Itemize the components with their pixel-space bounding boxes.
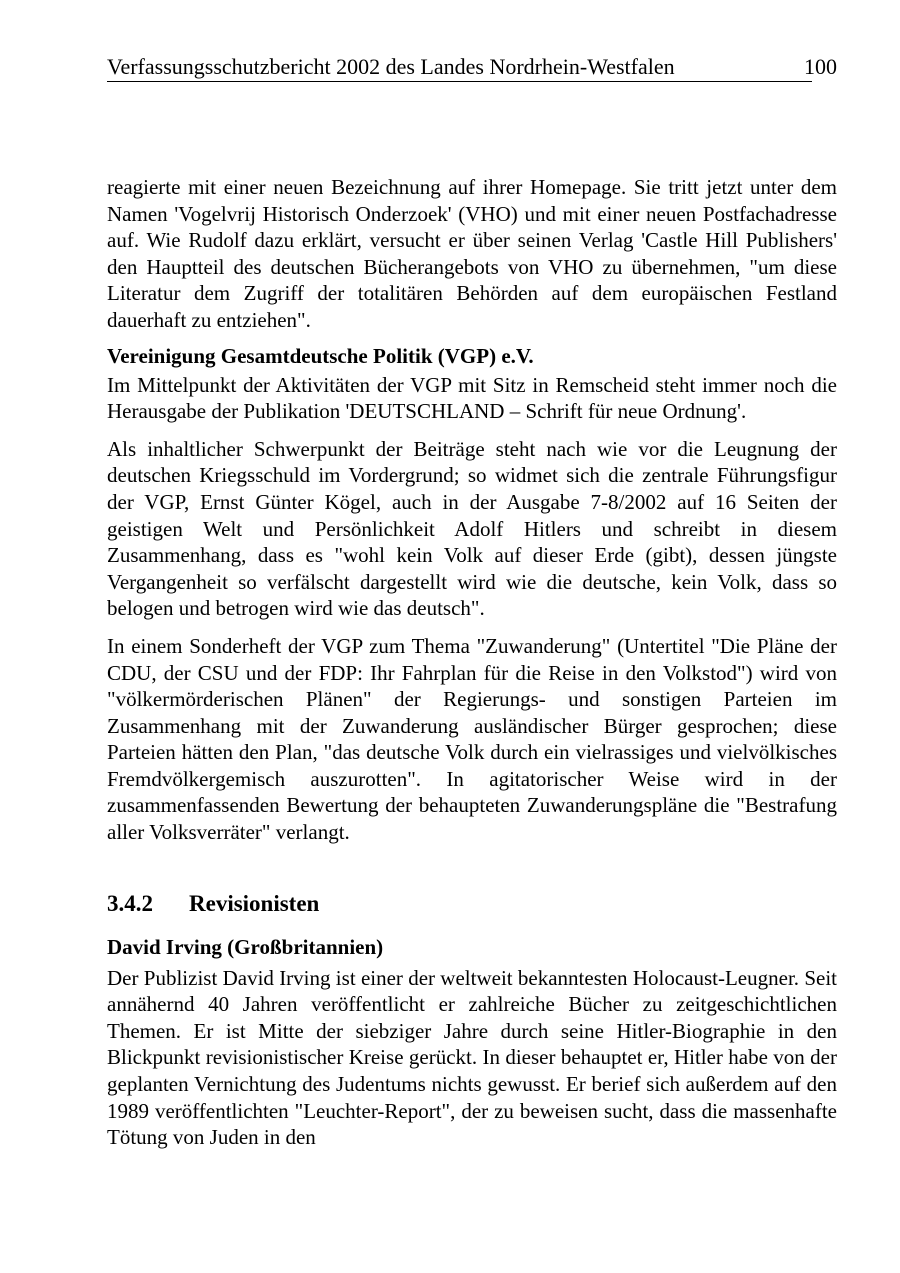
paragraph-vgp-focus: Als inhaltlicher Schwerpunkt der Beiträge steht nach wie vor die Leugnung der deutschen Kriegsschuld im Vordergrund; so widmet sich die zentrale Führungsfigur der VGP, Ernst Günter Kögel, auch in der Ausgabe 7-8/2002 auf 16 Seiten der geistigen Welt und Persönlichkeit Adolf Hitlers und schreibt in diesem Zusammenhang, dass es "wohl kein Volk auf dieser Erde (gibt), dessen jüngste Vergangenheit so verfälscht dargestellt wird wie die deutsche, kein Volk, dass so belogen und betrogen wird wie das deutsch".	[107, 436, 837, 621]
section-heading	[107, 889, 837, 919]
paragraph-vgp-publication: Im Mittelpunkt der Aktivitäten der VGP mit Sitz in Remscheid steht immer noch die Herausgabe der Publikation 'DEUTSCHLAND – Schrift für neue Ordnung'.	[107, 372, 837, 424]
paragraph-vho: reagierte mit einer neuen Bezeichnung auf ihrer Homepage. Sie tritt jetzt unter dem Namen 'Vogelvrij Historisch Onderzoek' (VHO) und mit einer neuen Postfachadresse auf. Wie Rudolf dazu erklärt, versucht er über seinen Verlag 'Castle Hill Publishers' den Hauptteil des deutschen Bücherangebots von VHO zu übernehmen, "um diese Literatur dem Zugriff der totalitären Behörden auf dem europäischen Festland dauerhaft zu entziehen".	[107, 175, 837, 332]
section-number: 3.4.2	[107, 890, 153, 916]
page-header	[107, 52, 837, 82]
header-rule	[107, 81, 812, 82]
paragraph-vgp-sonderheft: In einem Sonderheft der VGP zum Thema "Zuwanderung" (Untertitel "Die Pläne der CDU, der CSU und der FDP: Ihr Fahrplan für die Reise in den Volkstod") wird von "völkermörderischen Plänen" der Regierungs- und sonstigen Parteien im Zusammenhang mit der Zuwanderung ausländischer Bürger gesprochen; diese Parteien hätten den Plan, "das deutsche Volk durch ein vielrassiges und vielvölkisches Fremdvölkergemisch auszurotten". In agitatorischer Weise wird in der zusammenfassenden Bewertung der behaupteten Zuwanderungspläne die "Bestrafung aller Volksverräter" verlangt.	[107, 633, 837, 845]
page-number: 100	[804, 54, 837, 79]
header-title: Verfassungsschutzbericht 2002 des Landes Nordrhein-Westfalen	[107, 54, 675, 79]
subheading-irving: David Irving (Großbritannien)	[107, 934, 384, 959]
document-body	[107, 174, 837, 1151]
paragraph-irving: Der Publizist David Irving ist einer der weltweit bekanntesten Holocaust-Leugner. Seit annähernd 40 Jahren veröffentlicht er zahlreiche Bücher zu zeitgeschichtlichen Themen. Er ist Mitte der siebziger Jahre durch seine Hitler-Biographie in den Blickpunkt revisionistischer Kreise gerückt. In dieser behauptet er, Hitler habe von der geplanten Vernichtung des Judentums nichts gewusst. Er berief sich außerdem auf den 1989 veröffentlichten "Leuchter-Report", der zu beweisen sucht, dass die massenhafte Tötung von Juden in den	[107, 965, 837, 1150]
subheading-vgp: Vereinigung Gesamtdeutsche Politik (VGP) e.V.	[107, 343, 534, 368]
section-title: Revisionisten	[189, 890, 320, 916]
